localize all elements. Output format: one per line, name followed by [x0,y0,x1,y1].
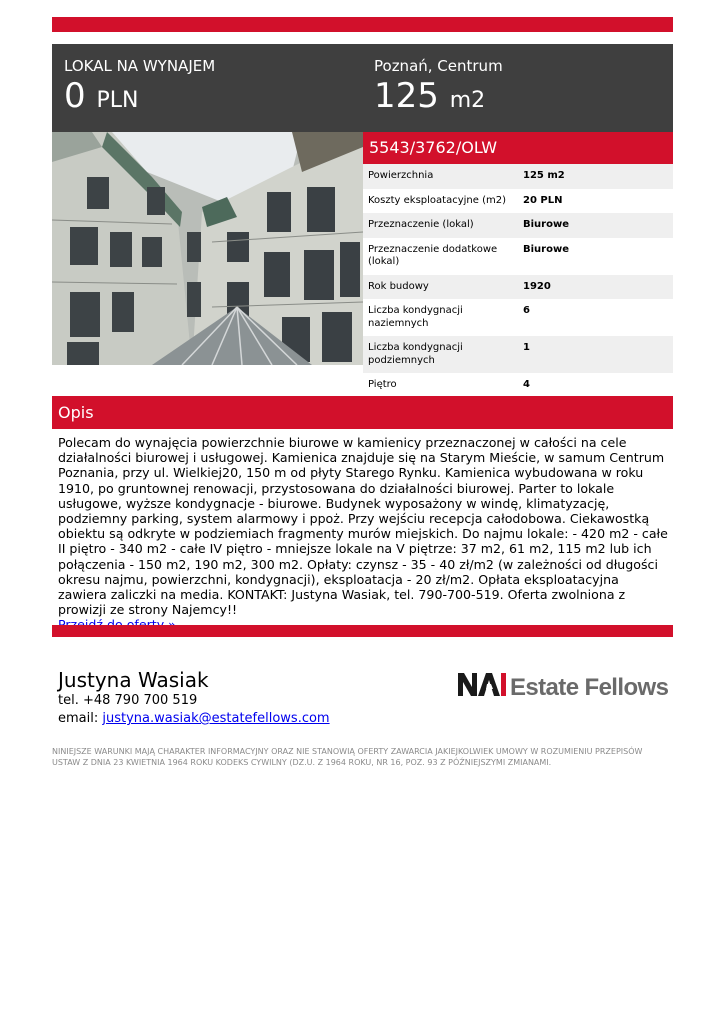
param-value: 6 [523,305,530,316]
area-unit: m2 [449,88,486,113]
param-label: Rok budowy [368,280,429,292]
location: Poznań, Centrum [374,57,503,75]
price-value: 0 [64,76,86,116]
param-row [363,299,673,336]
param-row [363,336,673,373]
area [374,76,503,121]
param-value: 1 [523,342,530,353]
mid-accent-bar [52,625,673,637]
agent-email-prefix: email: [58,711,103,726]
param-label: Piętro [368,379,397,390]
building-photo-icon [52,132,363,365]
legal-disclaimer: NINIEJSZE WARUNKI MAJĄ CHARAKTER INFORMACYJNY ORAZ NIE STANOWIĄ OFERTY ZAWARCIA JAKIEJKOLWIEK UMOWY W ROZUMIENIU PRZEPISÓW USTAW Z DNIA 23 KWIETNIA 1964 ROKU KODEKS CYWILNY (DZ.U. Z 1964 ROKU, NR 16, POZ. 93 Z PÓŹNIEJSZYMI ZMIANAMI. [52,747,643,767]
price-block [64,44,215,121]
agent-phone: tel. +48 790 700 519 [58,693,198,708]
description [58,435,670,633]
param-label: Przeznaczenie (lokal) [368,219,474,230]
price [64,76,215,121]
area-block [374,44,503,121]
offer-id: 5543/3762/OLW [363,132,673,164]
building-photo [52,132,363,365]
description-heading: Opis [52,396,673,429]
param-value: 4 [523,379,530,390]
top-accent-bar [52,17,673,32]
param-label: Koszty eksploatacyjne (m2) [368,194,506,206]
param-row [363,275,673,300]
param-value: Biurowe [523,219,569,230]
param-row [363,238,673,275]
description-text: Polecam do wynajęcia powierzchnie biurowe w kamienicy przeznaczonej w całości na cele działalności biurowej i usługowej. Kamienica znajduje się na Starym Mieście, w samum Centrum Poznania, przy ul. Wielkiej20, 150 m od płyty Starego Rynku. Kamienica wybudowana w roku 1910, po gruntownej renowacji, przystosowana do działalności biurowej. Parter to lokale usługowe, wyższe kondygnacje - biurowe. Budynek wyposażony w windę, klimatyzację, podziemny parking, system alarmowy i ppoż. Przy wejściu recepcja całodobowa. Ciekawostką obiektu są odkryte w podziemiach fragmenty murów miejskich. Do najmu lokale: - 420 m2 - całe II piętro - 340 m2 - całe IV piętro - mniejsze lokale na V piętrze: 37 m2, 61 m2, 115 m2 lub ich połączenia - 150 m2, 190 m2, 300 m2. Opłaty: czynsz - 35 - 40 zł/m2 (w zależności od długości okresu najmu, powierzchni, kondygnacji), eksploatacja - 20 zł/m2. Opłata eksploatacyjna zawiera zaliczki na media. KONTAKT: Justyna Wasiak, tel. 790-700-519. Oferta zwolniona z prowizji ze strony Najemcy!! [58,435,668,618]
price-unit: PLN [96,88,139,113]
param-row [363,189,673,214]
agent-contact [58,668,330,728]
param-label: Liczba kondygnacji naziemnych [368,305,463,329]
params-table [363,164,673,398]
offer-type: LOKAL NA WYNAJEM [64,57,216,75]
param-label: Liczba kondygnacji podziemnych [368,342,463,366]
company-logo [456,669,668,701]
param-row [363,164,673,189]
agent-email-link[interactable]: justyna.wasiak@estatefellows.com [102,711,330,726]
param-value: 20 PLN [523,194,563,206]
agent-email-line [58,710,330,728]
offer-header [52,44,673,132]
logo-text: Estate Fellows [510,674,668,701]
param-row [363,213,673,238]
nai-estate-fellows-logo-icon [456,669,668,701]
param-value: 1920 [523,280,551,292]
param-row [363,373,673,398]
param-label: Przeznaczenie dodatkowe (lokal) [368,243,498,267]
param-value: Biurowe [523,243,569,255]
param-label: Powierzchnia [368,170,434,181]
agent-name: Justyna Wasiak [58,668,209,692]
param-value: 125 m2 [523,170,565,181]
area-value: 125 [374,76,439,116]
